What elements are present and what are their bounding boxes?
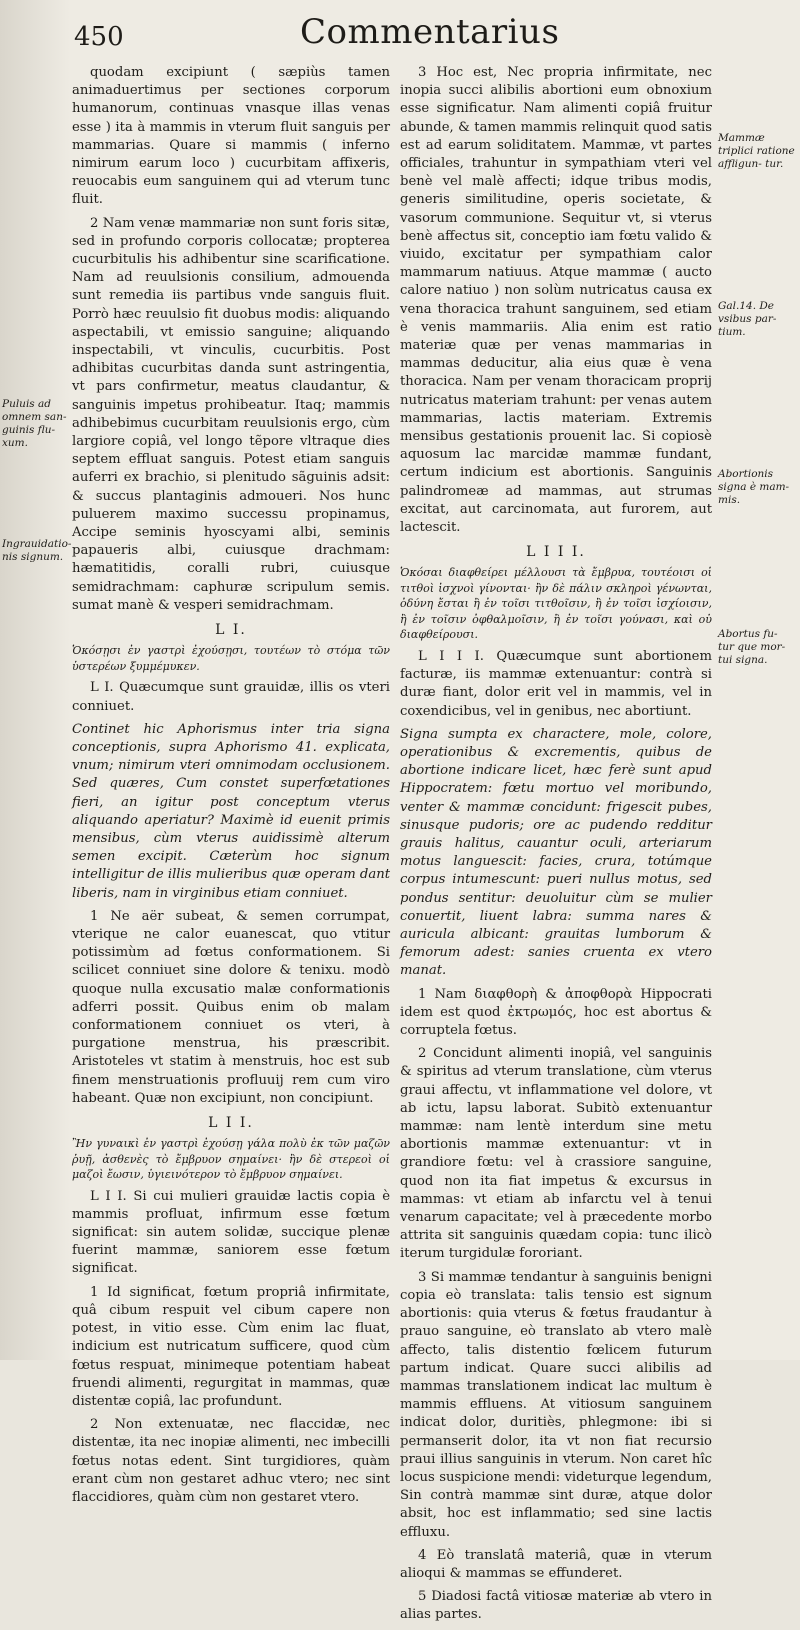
paragraph: 2 Nam venæ mammariæ non sunt foris sitæ, sed in profundo corporis collocatæ; propterea cucurbitulis his adhibentur sine scarificatione. Nam ad reuulsionis consilium, admouenda sunt remedia iis partibus vnde sanguis fluit. Porrò hæc reuulsio fit duobus modis: aliquando aspectabili, vt emissio sanguine; aliquando inspectabili, vt vinculis, cucurbitis. Post adhibitas cucurbitas danda sunt astringentia, vt pars confirmetur, meatus claudantur, & sanguinis impetus prohibeatur. Itaq; mammis adhibebimus cucurbitam reuulsionis ergo, cùm largiore copiâ, vel longo tẽpore vltraque dies septem effluat sanguis. Potest etiam sanguis auferri ex brachio, si plenitudo sãguinis adsit: & succus plantaginis admoueri. Nos hunc puluerem maximo successu propinamus, Accipe seminis hyoscyami albi, seminis papaueris albi, cuiusque drachmam: hæmatitidis, coralli rubri, cuiusque semidrachmam: caphuræ scripulum semis. sumat manè & vesperi semidrachmam. [72, 215, 390, 613]
paragraph: 4 Eò translatâ materiâ, quæ in vterum alioqui & mammas se effunderet. [400, 1547, 712, 1581]
section-heading: L I. [215, 622, 247, 639]
page-number: 450 [74, 22, 124, 52]
greek-text: Ὁκόσαι διαφθείρει μέλλουσι τὰ ἔμβρυα, τουτέοισι οἱ τιτθοὶ ἰσχνοὶ γίνονται· ἢν δὲ πάλιν σκληροὶ γένωνται, ὀδύνη ἔσται ἢ ἐν τοῖσι τιτθοῖσιν, ἢ ἐν τοῖσι ἰσχίοισιν, ἢ ἐν τοῖσιν ὀφθαλμοῖσιν, ἢ ἐν τοῖσι γούνασι, καὶ οὐ διαφθείρουσι. [400, 566, 712, 642]
paragraph: 5 Diadosi factâ vitiosæ materiæ ab vtero in alias partes. [400, 1589, 712, 1623]
paragraph: Continet hic Aphorismus inter tria signa conceptionis, supra Aphorismo 41. explicata, vnum; nimirum vteri omnimodam occlusionem. Sed quæres, Cum constet superfœtationes fieri, an igitur post conceptum vterus aliquando aperiatur? Maximè id euenit primis mensibus, cùm vterus auidissimè alterum semen excipit. Cæterùm hoc signum intelligitur de illis mulieribus quæ operam dant liberis, nam in virginibus etiam conniuet. [72, 721, 391, 901]
margin-note: Abortionis signa è mam- mis. [718, 468, 790, 506]
paragraph: L I I. Si cui mulieri grauidæ lactis copia è mammis profluat, infirmum esse fœtum significat: sin autem solidæ, succique plenæ fuerint mammæ, saniorem esse fœtum significat. [72, 1188, 390, 1277]
paragraph: 2 Concidunt alimenti inopiâ, vel sanguinis & spiritus ad vterum translatione, cùm vterus graui affectu, vt inflammatione vel dolore, vt ab ictu, lapsu laborat. Subitò extenuantur mammæ: nam lentè interdum sine metu abortionis mammæ extenuantur: vt in grandiore fœtu: vel à crassiore sanguine, quod non ita fiat impetus & excursus in mammas: vt etiam ab infarctu vel à tenui venarum capacitate; vel à præcedente morbo attrita sit sanguinis quædam copia: tunc ilicò iterum turgidulæ fororiant. [400, 1046, 712, 1262]
paragraph: 3 Si mammæ tendantur à sanguinis benigni copia eò translata: talis tensio est signum abortionis: quia vterus & fœtus fraudantur à prauo sanguine, eò translato ab vtero malè affecto, talis distentio fœlicem futurum partum indicat. Quare succi alibilis ad mammas translationem indicat lac multum è mammis effluens. At vitiosum sanguinem indicat dolor, duritiès, phlegmone: ibi si permanserit dolor, ita vt non fiat recursio praui illius sanguinis in vterum. Non caret hîc locus suspicione mendi: videturque legendum, Sin contrà mammæ sint duræ, atque dolor absit, hoc est inflammatio; sed sine lactis effluxu. [400, 1269, 712, 1540]
paragraph: 1 Ne aër subeat, & semen corrumpat, vterique ne calor euanescat, quo vtitur potissimùm ad fœtus conformationem. Si scilicet conniuet sine dolore & tenixu. modò quoque nulla excusatio malæ conformationis adferri possit. Quibus enim ob malam conformationem conniuet os vteri, à purgatione menstrua, his præscribit. Aristoteles vt statim à menstruis, hoc est sub finem menstruationis profluuij rem cum viro habeant. Quæ non excipiunt, non concipiunt. [72, 908, 390, 1106]
section-heading: L I I I. [526, 544, 586, 561]
greek-text: Ὁκόσῃσι ἐν γαστρὶ ἐχούσῃσι, τουτέων τὸ στόμα τῶν ὑστερέων ξυμμέμυκεν. [72, 644, 390, 673]
section-heading: L I I. [208, 1114, 254, 1131]
paragraph: L I I I. Quæcumque sunt abortionem facturæ, iis mammæ extenuantur: contrà si duræ fiant, dolor erit vel in mammis, vel in coxendicibus, vel in genibus, nec abortiunt. [400, 648, 712, 719]
paragraph: 1 Id significat, fœtum propriâ infirmitate, quâ cibum respuit vel cibum capere non potest, in vitio esse. Cùm enim lac fluat, indicium est nutricatum sufficere, quod cùm fœtus respuat, minimeque potentiam habeat fruendi alimenti, regurgitat in mammas, quæ distentæ copiâ, lac profundunt. [72, 1284, 390, 1409]
margin-note: Mammæ triplici ratione affligun- tur. [718, 132, 795, 170]
paragraph: Signa sumpta ex charactere, mole, colore, operationibus & excrementis, quibus de abortione indicare licet, hæc ferè sunt apud Hippocratem: fœtu mortuo vel moribundo, venter & mammæ concidunt: frigescit pubes, sinusque pudoris; ore ac pudendo redditur grauis halitus, cauantur oculi, arteriarum motus languescit: facies, crura, totúmque corpus intumescunt: pueri nullus motus, sed pondus sentitur: deuoluitur cùm se mulier conuertit, liuent labra: summa nares & auricula albicant: grauitas lumborum & femorum adest: sanies cruenta ex vtero manat. [400, 726, 712, 979]
right-text-column [400, 64, 712, 1630]
running-title: Commentarius [300, 12, 560, 52]
paragraph: L I. Quæcumque sunt grauidæ, illis os vteri conniuet. [72, 680, 390, 714]
paragraph: 1 Nam διαφθορὴ & ἀποφθορὰ Hippocrati idem est quod ἐκτρωμός, hoc est abortus & corruptela fœtus. [400, 986, 712, 1039]
margin-note: Gal.14. De vsibus par- tium. [718, 300, 777, 338]
paragraph: 3 Hoc est, Nec propria infirmitate, nec inopia succi alibilis abortioni eum obnoxium esse significatur. Nam alimenti copiâ fruitur abunde, & tamen mammis relinquit quod satis est ad earum soliditatem. Mammæ, vt partes officiales, trahuntur in sympathiam vteri vel benè vel malè affecti; idque tribus modis, generis similitudine, operis societate, & vasorum communione. Sequitur vt, si vterus benè affectus sit, conceptio iam fœtu valido & viuido, excitatur per sympathiam calor mammarum natiuus. Atque mammæ ( aucto calore natiuo ) non solùm nutricatus causa ex vena thoracica trahunt sanguinem, sed etiam è venis mammariis. Alia enim est ratio materiæ quæ per venas mammarias in mammas deducitur, alia eius quæ è vena thoracica. Nam per venam thoracicam proprij nutricatus materiam trahunt: per venas autem mammarias, lactis materiam. Extremis mensibus gestationis prouenit lac. Si copiosè aquosum lac marcidæ mammæ fundant, certum indicium est abortionis. Sanguinis palindromeæ ad mammas, aut strumas excitat, aut carcinomata, aut furorem, aut lactescit. [400, 65, 712, 536]
paragraph: quodam excipiunt ( sæpiùs tamen animaduertimus per sectiones corporum humanorum, continuas vnasque illas venas esse ) ita à mammis in vterum fluit sanguis per mammarias. Quare si mammis ( inferno nimirum earum loco ) cucurbitam affixeris, reuocabis eum sanguinem qui ad vterum tunc fluit. [72, 65, 390, 208]
left-text-column [72, 64, 390, 1512]
margin-note: Ingrauidatio- nis signum. [2, 538, 72, 563]
page-gutter-shading [0, 0, 70, 1360]
paragraph: 2 Non extenuatæ, nec flaccidæ, nec distentæ, ita nec inopiæ alimenti, nec imbecilli fœtus notas edent. Sint turgidiores, quàm erant cùm non gestaret adhuc vtero; nec sint flaccidiores, quàm cùm non gestaret vtero. [72, 1417, 390, 1505]
greek-text: Ἢν γυναικὶ ἐν γαστρὶ ἐχούσῃ γάλα πολὺ ἐκ τῶν μαζῶν ῥυῇ, ἀσθενὲς τὸ ἔμβρυον σημαίνει· ἢν δὲ στερεοὶ οἱ μαζοὶ ἔωσιν, ὑγιεινότερον τὸ ἔμβρυον σημαίνει. [72, 1137, 390, 1182]
margin-note: Abortus fu- tur que mor- tui signa. [718, 628, 786, 666]
margin-note: Puluis ad omnem san- guinis flu- xum. [2, 398, 67, 449]
